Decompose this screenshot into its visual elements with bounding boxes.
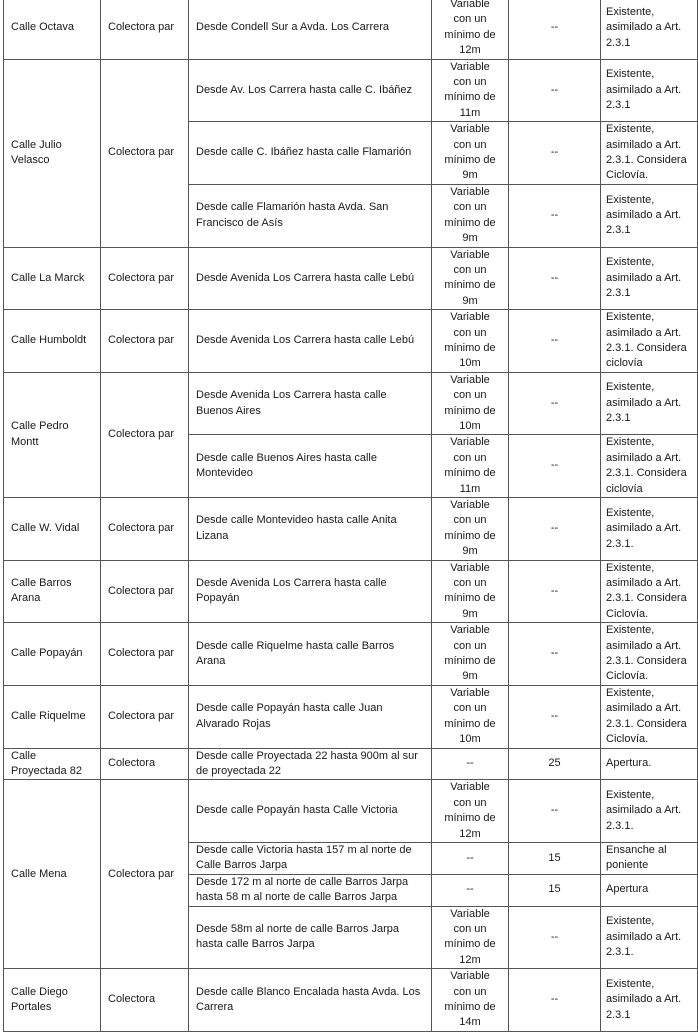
cell-text: Apertura bbox=[606, 883, 649, 896]
width-cell bbox=[432, 435, 509, 498]
width-cell bbox=[432, 906, 509, 969]
cell-text: Colectora par bbox=[108, 146, 175, 159]
road-table bbox=[3, 0, 698, 1032]
cell-text: Desde Av. Los Carrera hasta calle C. Ibáñez bbox=[196, 83, 413, 96]
cell-text: Variable con un mínimo de 14m bbox=[444, 970, 496, 1029]
cell-text: Variable con un mínimo de 11m bbox=[444, 436, 496, 495]
projected-width-cell bbox=[509, 184, 601, 247]
projected-width-cell bbox=[509, 372, 601, 435]
table-row bbox=[4, 623, 698, 686]
table-row bbox=[4, 560, 698, 623]
cell-text: -- bbox=[550, 21, 559, 34]
cell-text: Desde Condell Sur a Avda. Los Carrera bbox=[196, 21, 390, 34]
cell-text: Desde Avenida Los Carrera hasta calle Popayán bbox=[196, 577, 387, 605]
cell-text: -- bbox=[550, 522, 559, 535]
cell-text: Existente, asimilado a Art. 2.3.1 bbox=[606, 256, 682, 300]
cell-text: Variable con un mínimo de 9m bbox=[444, 248, 496, 307]
cell-text: Calle Humboldt bbox=[11, 334, 87, 347]
width-cell bbox=[432, 560, 509, 623]
cell-text: Desde calle Buenos Aires hasta calle Montevideo bbox=[196, 451, 377, 480]
section-cell bbox=[189, 435, 432, 498]
cell-text: Desde calle Victoria hasta 157 m al norte de Calle Barros Jarpa bbox=[196, 843, 412, 872]
road-class-cell bbox=[101, 560, 189, 623]
street-name-cell bbox=[4, 247, 101, 310]
street-name-cell bbox=[4, 59, 101, 247]
cell-text: Calle Popayán bbox=[11, 647, 83, 660]
cell-text: Variable con un mínimo de 12m bbox=[444, 907, 496, 966]
observations-cell bbox=[601, 310, 698, 373]
cell-text: Existente, asimilado a Art. 2.3.1. Considera Ciclovía. bbox=[606, 624, 687, 683]
cell-text: -- bbox=[550, 459, 559, 472]
cell-text: Colectora par bbox=[108, 584, 175, 597]
cell-text: -- bbox=[466, 757, 474, 770]
cell-text: -- bbox=[550, 709, 559, 722]
street-name-cell bbox=[4, 310, 101, 373]
observations-cell bbox=[601, 372, 698, 435]
cell-text: Colectora bbox=[108, 993, 156, 1006]
cell-text: Desde Avenida Los Carrera hasta calle Lebú bbox=[196, 334, 415, 347]
cell-text: Existente, asimilado a Art. 2.3.1 bbox=[606, 381, 682, 425]
observations-cell bbox=[601, 685, 698, 748]
table-row bbox=[4, 59, 698, 122]
cell-text: Desde calle Riquelme hasta calle Barros Arana bbox=[196, 639, 395, 668]
width-cell bbox=[432, 842, 509, 874]
table-row bbox=[4, 685, 698, 748]
cell-text: Desde calle Blanco Encalada hasta Avda. Los Carrera bbox=[196, 985, 421, 1013]
observations-cell bbox=[601, 184, 698, 247]
street-name-cell bbox=[4, 0, 101, 59]
projected-width-cell bbox=[509, 435, 601, 498]
section-cell bbox=[189, 685, 432, 748]
road-class-cell bbox=[101, 310, 189, 373]
section-cell bbox=[189, 780, 432, 843]
section-cell bbox=[189, 560, 432, 623]
cell-text: Desde calle C. Ibáñez hasta calle Flamarión bbox=[196, 146, 412, 159]
section-cell bbox=[189, 122, 432, 185]
cell-text: Calle Barros Arana bbox=[11, 577, 72, 605]
cell-text: Colectora par bbox=[108, 334, 175, 347]
road-class-cell bbox=[101, 623, 189, 686]
table-body bbox=[4, 0, 698, 1031]
road-class-cell bbox=[101, 685, 189, 748]
observations-cell bbox=[601, 906, 698, 969]
width-cell bbox=[432, 59, 509, 122]
cell-text: 15 bbox=[548, 851, 561, 864]
projected-width-cell bbox=[509, 122, 601, 185]
cell-text: -- bbox=[550, 271, 559, 284]
road-class-cell bbox=[101, 372, 189, 497]
projected-width-cell bbox=[509, 780, 601, 843]
cell-text: Desde calle Montevideo hasta calle Anita Lizana bbox=[196, 514, 397, 542]
road-class-cell bbox=[101, 0, 189, 59]
cell-text: Calle Proyectada 82 bbox=[11, 749, 82, 777]
table-row bbox=[4, 310, 698, 373]
section-cell bbox=[189, 0, 432, 59]
projected-width-cell bbox=[509, 874, 601, 906]
projected-width-cell bbox=[509, 748, 601, 780]
cell-text: Desde calle Popayán hasta Calle Victoria bbox=[196, 804, 398, 817]
cell-text: Desde 172 m al norte de calle Barros Jarpa hasta 58 m al norte de calle Barros Jarpa bbox=[196, 875, 409, 904]
cell-text: Desde Avenida Los Carrera hasta calle Lebú bbox=[196, 271, 415, 284]
street-name-cell bbox=[4, 623, 101, 686]
table-row bbox=[4, 372, 698, 435]
street-name-cell bbox=[4, 748, 101, 780]
width-cell bbox=[432, 748, 509, 780]
projected-width-cell bbox=[509, 560, 601, 623]
cell-text: Calle Julio Velasco bbox=[11, 138, 62, 167]
road-class-cell bbox=[101, 247, 189, 310]
section-cell bbox=[189, 623, 432, 686]
width-cell bbox=[432, 372, 509, 435]
cell-text: -- bbox=[550, 584, 559, 597]
cell-text: -- bbox=[550, 208, 559, 221]
projected-width-cell bbox=[509, 247, 601, 310]
cell-text: Variable con un mínimo de 10m bbox=[444, 373, 496, 432]
table-row bbox=[4, 498, 698, 561]
cell-text: Colectora par bbox=[108, 522, 175, 535]
observations-cell bbox=[601, 247, 698, 310]
cell-text: Variable con un mínimo de 9m bbox=[444, 499, 496, 558]
cell-text: Existente, asimilado a Art. 2.3.1. Considera Ciclovía. bbox=[606, 686, 687, 746]
cell-text: Variable con un mínimo de 12m bbox=[444, 0, 496, 57]
observations-cell bbox=[601, 0, 698, 59]
cell-text: -- bbox=[466, 883, 474, 896]
cell-text: Desde calle Flamarión hasta Avda. San Francisco de Asís bbox=[196, 201, 389, 229]
width-cell bbox=[432, 780, 509, 843]
observations-cell bbox=[601, 498, 698, 561]
cell-text: 15 bbox=[548, 883, 561, 896]
cell-text: Existente, asimilado a Art. 2.3.1. Considera Ciclovía. bbox=[606, 561, 687, 620]
cell-text: Existente, asimilado a Art. 2.3.1. bbox=[606, 915, 682, 959]
projected-width-cell bbox=[509, 842, 601, 874]
cell-text: -- bbox=[550, 804, 559, 817]
cell-text: Variable con un mínimo de 10m bbox=[444, 311, 496, 370]
cell-text: Ensanche al poniente bbox=[606, 843, 667, 872]
cell-text: Colectora par bbox=[108, 21, 175, 34]
observations-cell bbox=[601, 623, 698, 686]
street-name-cell bbox=[4, 498, 101, 561]
table-row bbox=[4, 780, 698, 843]
cell-text: Variable con un mínimo de 9m bbox=[444, 185, 496, 245]
street-name-cell bbox=[4, 560, 101, 623]
road-class-cell bbox=[101, 59, 189, 247]
projected-width-cell bbox=[509, 59, 601, 122]
width-cell bbox=[432, 623, 509, 686]
cell-text: Colectora par bbox=[108, 647, 175, 660]
road-class-cell bbox=[101, 498, 189, 561]
width-cell bbox=[432, 310, 509, 373]
cell-text: Variable con un mínimo de 12m bbox=[444, 781, 496, 840]
cell-text: Variable con un mínimo de 10m bbox=[444, 686, 496, 746]
cell-text: Desde calle Proyectada 22 hasta 900m al sur de proyectada 22 bbox=[196, 749, 418, 777]
street-name-cell bbox=[4, 685, 101, 748]
cell-text: Colectora par bbox=[108, 271, 175, 284]
table-row bbox=[4, 748, 698, 780]
cell-text: Colectora bbox=[108, 757, 156, 770]
projected-width-cell bbox=[509, 310, 601, 373]
cell-text: Calle Diego Portales bbox=[11, 985, 68, 1013]
cell-text: Existente, asimilado a Art. 2.3.1. bbox=[606, 789, 682, 832]
width-cell bbox=[432, 498, 509, 561]
observations-cell bbox=[601, 59, 698, 122]
cell-text: Existente, asimilado a Art. 2.3.1. Considera ciclovía bbox=[606, 436, 687, 495]
cell-text: Variable con un mínimo de 11m bbox=[444, 60, 496, 119]
width-cell bbox=[432, 184, 509, 247]
cell-text: Variable con un mínimo de 9m bbox=[444, 624, 496, 683]
projected-width-cell bbox=[509, 0, 601, 59]
cell-text: Existente, asimilado a Art. 2.3.1 bbox=[606, 5, 682, 49]
section-cell bbox=[189, 874, 432, 906]
width-cell bbox=[432, 874, 509, 906]
projected-width-cell bbox=[509, 623, 601, 686]
cell-text: Desde Avenida Los Carrera hasta calle Buenos Aires bbox=[196, 389, 387, 417]
cell-text: Calle Riquelme bbox=[11, 709, 86, 722]
cell-text: Colectora par bbox=[108, 709, 175, 722]
section-cell bbox=[189, 59, 432, 122]
cell-text: Existente, asimilado a Art. 2.3.1 bbox=[606, 977, 682, 1021]
observations-cell bbox=[601, 560, 698, 623]
cell-text: -- bbox=[550, 647, 559, 660]
width-cell bbox=[432, 0, 509, 59]
cell-text: Existente, asimilado a Art. 2.3.1 bbox=[606, 193, 682, 237]
observations-cell bbox=[601, 780, 698, 843]
cell-text: Colectora par bbox=[108, 867, 175, 880]
section-cell bbox=[189, 184, 432, 247]
width-cell bbox=[432, 685, 509, 748]
section-cell bbox=[189, 372, 432, 435]
observations-cell bbox=[601, 874, 698, 906]
cell-text: -- bbox=[550, 993, 559, 1006]
cell-text: -- bbox=[550, 334, 559, 347]
cell-text: Variable con un mínimo de 9m bbox=[444, 123, 496, 182]
section-cell bbox=[189, 310, 432, 373]
width-cell bbox=[432, 247, 509, 310]
table-row bbox=[4, 0, 698, 59]
cell-text: Existente, asimilado a Art. 2.3.1 bbox=[606, 68, 682, 112]
cell-text: Existente, asimilado a Art. 2.3.1. Considera Ciclovía. bbox=[606, 123, 687, 182]
street-name-cell bbox=[4, 780, 101, 969]
cell-text: -- bbox=[550, 146, 559, 159]
section-cell bbox=[189, 842, 432, 874]
cell-text: Desde 58m al norte de calle Barros Jarpa hasta calle Barros Jarpa bbox=[196, 922, 399, 951]
observations-cell bbox=[601, 842, 698, 874]
cell-text: Desde calle Popayán hasta calle Juan Alvarado Rojas bbox=[196, 702, 383, 730]
road-class-cell bbox=[101, 748, 189, 780]
cell-text: Existente, asimilado a Art. 2.3.1. Considera ciclovía bbox=[606, 311, 687, 370]
cell-text: -- bbox=[550, 83, 559, 96]
cell-text: Calle La Marck bbox=[11, 271, 85, 284]
observations-cell bbox=[601, 748, 698, 780]
cell-text: Calle Mena bbox=[11, 867, 67, 880]
projected-width-cell bbox=[509, 906, 601, 969]
table-row bbox=[4, 247, 698, 310]
cell-text: Colectora par bbox=[108, 428, 175, 441]
cell-text: Existente, asimilado a Art. 2.3.1. bbox=[606, 506, 682, 550]
section-cell bbox=[189, 247, 432, 310]
cell-text: -- bbox=[466, 851, 474, 864]
section-cell bbox=[189, 748, 432, 780]
section-cell bbox=[189, 906, 432, 969]
projected-width-cell bbox=[509, 498, 601, 561]
width-cell bbox=[432, 122, 509, 185]
cell-text: Calle W. Vidal bbox=[11, 522, 80, 535]
street-name-cell bbox=[4, 372, 101, 497]
observations-cell bbox=[601, 122, 698, 185]
cell-text: 25 bbox=[548, 757, 561, 770]
projected-width-cell bbox=[509, 685, 601, 748]
cell-text: Calle Octava bbox=[11, 21, 74, 34]
section-cell bbox=[189, 498, 432, 561]
cell-text: -- bbox=[550, 396, 559, 409]
cell-text: Calle Pedro Montt bbox=[11, 420, 69, 448]
cell-text: Variable con un mínimo de 9m bbox=[444, 561, 496, 620]
observations-cell bbox=[601, 435, 698, 498]
cell-text: -- bbox=[550, 930, 559, 943]
road-class-cell bbox=[101, 780, 189, 969]
cell-text: Apertura. bbox=[606, 757, 652, 770]
